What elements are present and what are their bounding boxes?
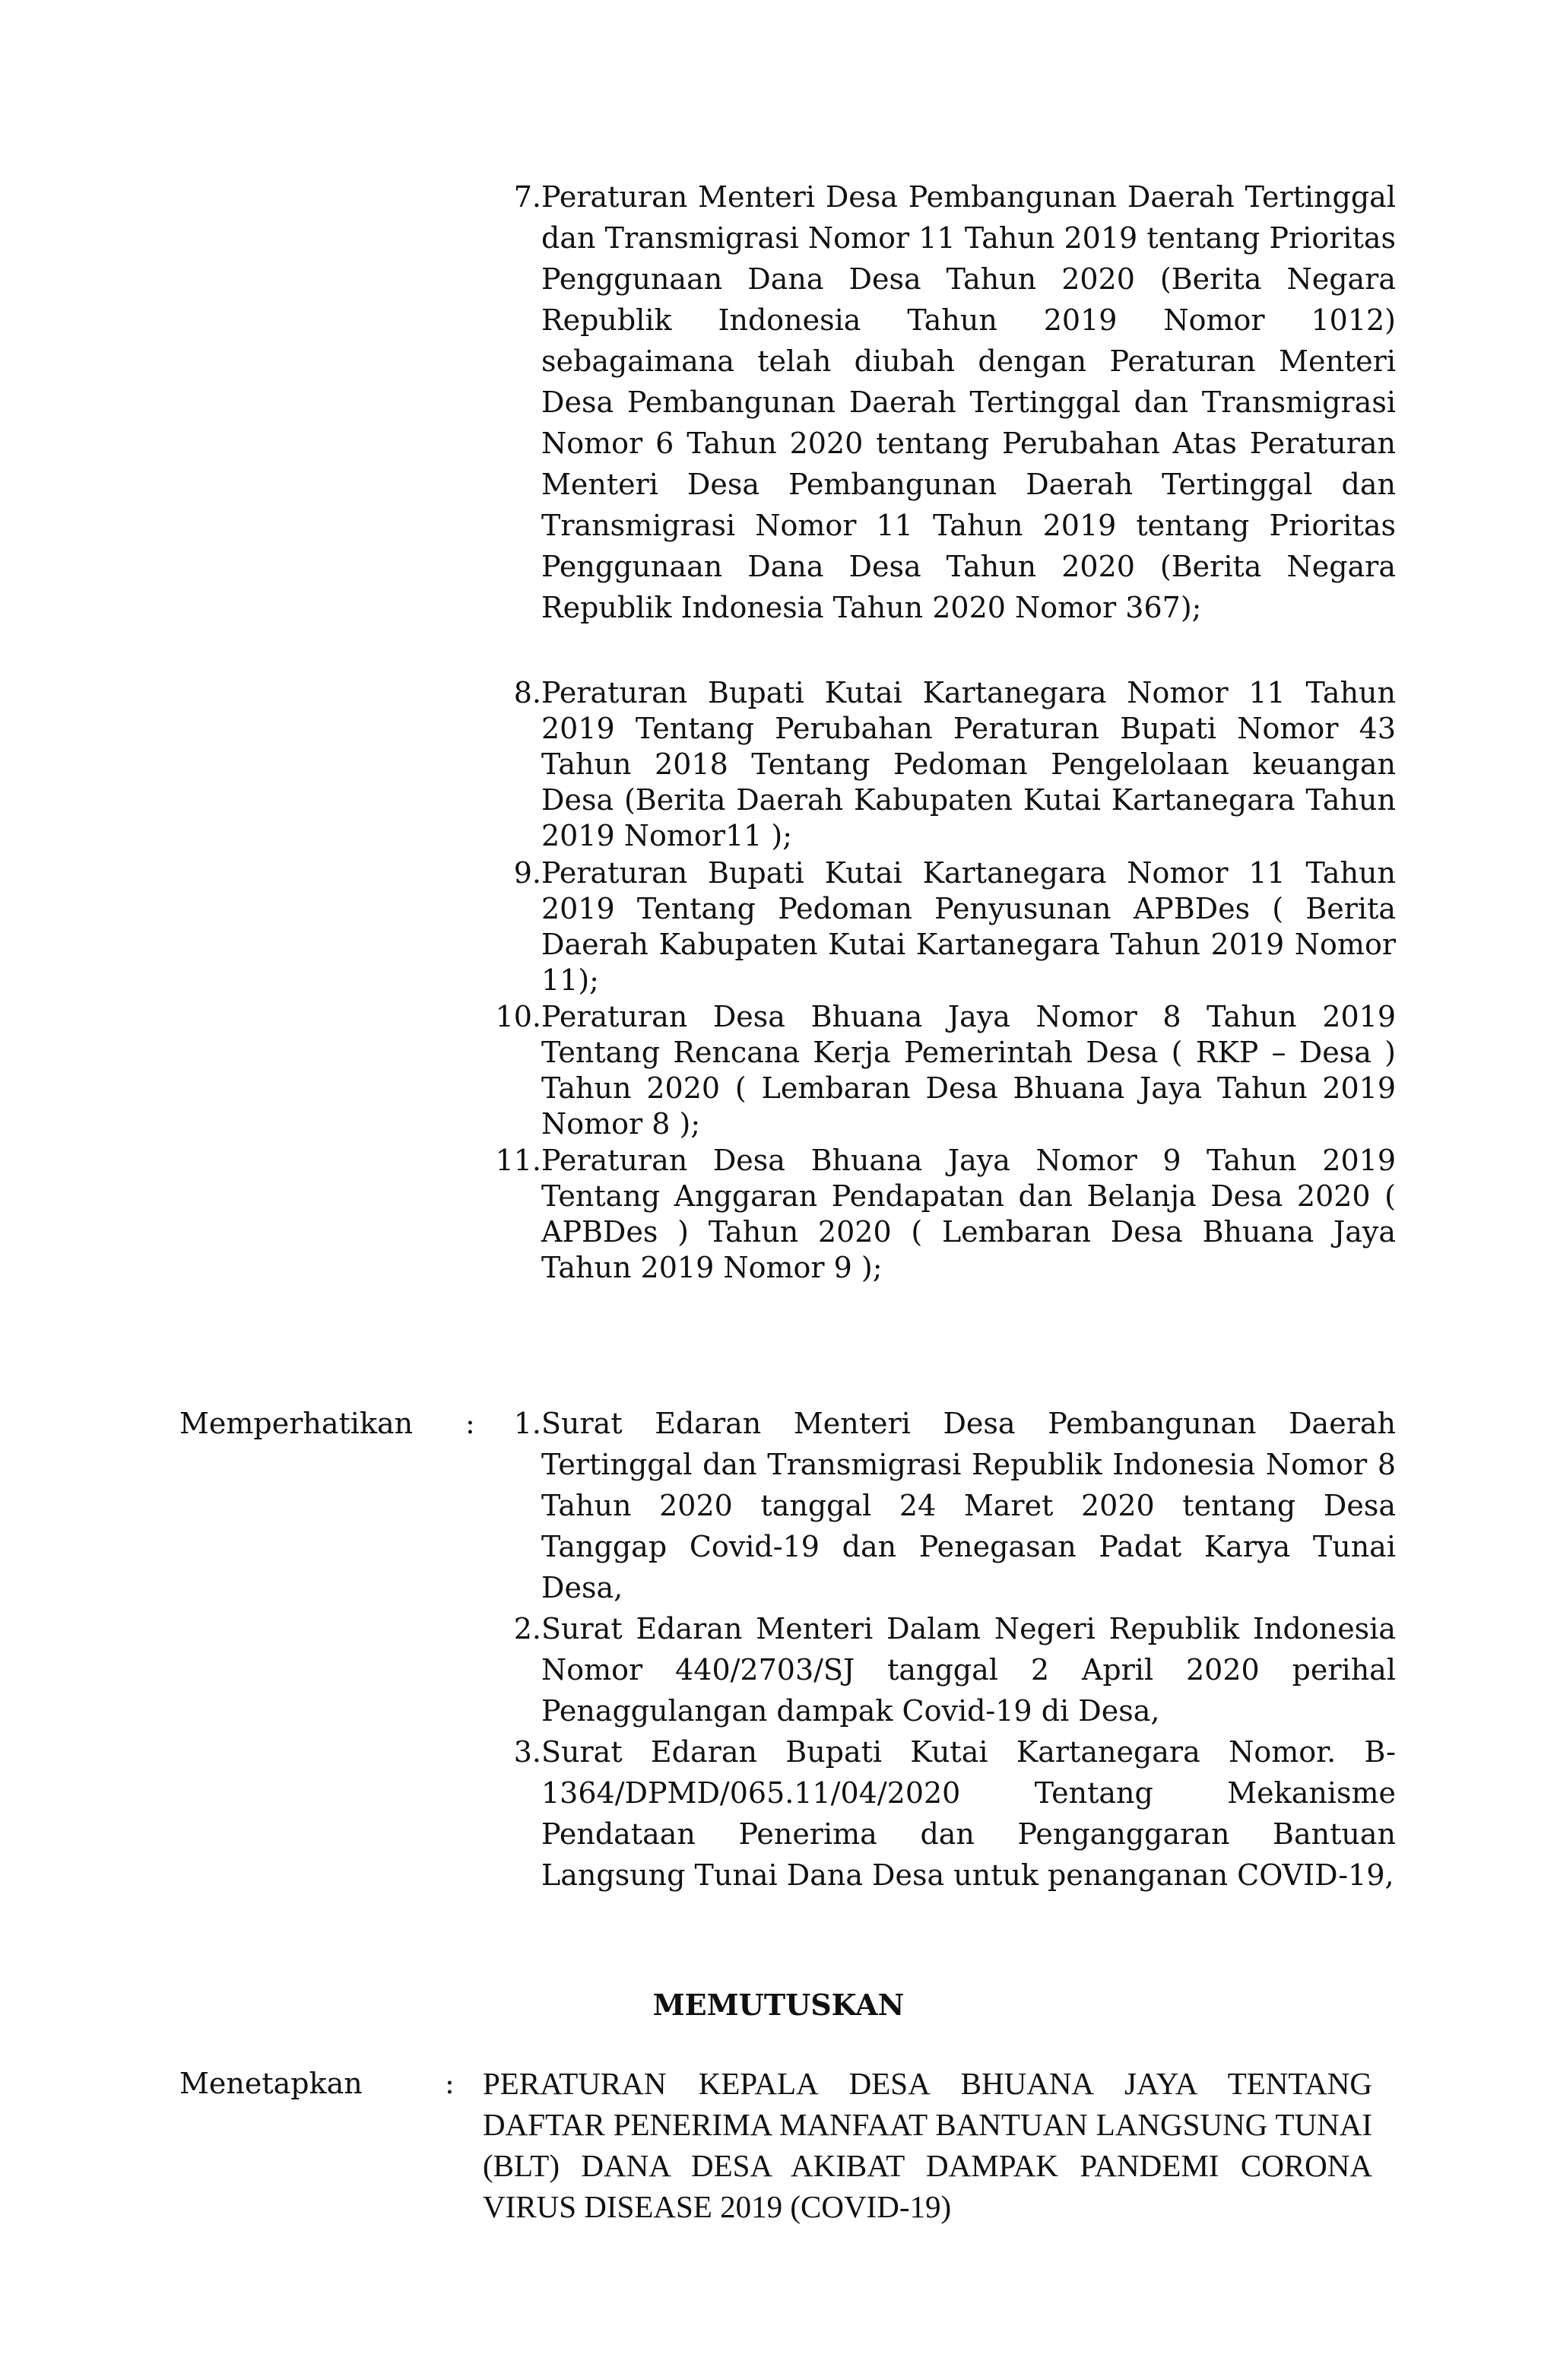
list-number: 7. [513, 180, 541, 214]
list-text: Peraturan Bupati Kutai Kartanegara Nomor 11 Tahun 2019 Tentang Pedoman Penyusunan APBDes ( Berita Daerah Kabupaten Kutai Kartanegara Tahun 2019 Nomor 11); [541, 856, 1396, 997]
memperhatikan-colon: : [465, 1407, 475, 1440]
list-text: Peraturan Menteri Desa Pembangunan Daerah Tertinggal dan Transmigrasi Nomor 11 Tahun 2019 tentang Prioritas Penggunaan Dana Desa Tahun 2020 (Berita Negara Republik Indonesia Tahun 2019 Nomor 1012) sebagaimana telah diubah dengan Peraturan Menteri Desa Pembangunan Daerah Tertinggal dan Transmigrasi Nomor 6 Tahun 2020 tentang Perubahan Atas Peraturan Menteri Desa Pembangunan Daerah Tertinggal dan Transmigrasi Nomor 11 Tahun 2019 tentang Prioritas Penggunaan Dana Desa Tahun 2020 (Berita Negara Republik Indonesia Tahun 2020 Nomor 367); [541, 180, 1396, 624]
menetapkan-colon: : [445, 2067, 455, 2100]
list-text: Surat Edaran Menteri Dalam Negeri Republik Indonesia Nomor 440/2703/SJ tanggal 2 April 2020 perihal Penaggulangan dampak Covid-19 di Desa, [541, 1612, 1396, 1728]
list-number: 1. [513, 1407, 541, 1440]
list-number: 8. [513, 676, 541, 709]
list-text: Surat Edaran Menteri Desa Pembangunan Daerah Tertinggal dan Transmigrasi Republik Indonesia Nomor 8 Tahun 2020 tanggal 24 Maret 2020 tentang Desa Tanggap Covid-19 dan Penegasan Padat Karya Tunai Desa, [541, 1407, 1396, 1604]
memperhatikan-label: Memperhatikan [179, 1407, 414, 1440]
list-number: 3. [513, 1735, 541, 1769]
list-number: 2. [513, 1612, 541, 1645]
menetapkan-text: PERATURAN KEPALA DESA BHUANA JAYA TENTANG DAFTAR PENERIMA MANFAAT BANTUAN LANGSUNG TUNAI (BLT) DANA DESA AKIBAT DAMPAK PANDEMI CORONA VIRUS DISEASE 2019 (COVID-19) [483, 2066, 1372, 2224]
list-number: 10. [495, 1000, 541, 1033]
menetapkan-label: Menetapkan [179, 2067, 363, 2100]
list-text: Peraturan Desa Bhuana Jaya Nomor 8 Tahun 2019 Tentang Rencana Kerja Pemerintah Desa ( RKP – Desa ) Tahun 2020 ( Lembaran Desa Bhuana Jaya Tahun 2019 Nomor 8 ); [541, 1000, 1396, 1141]
section-heading: MEMUTUSKAN [652, 1988, 905, 2022]
list-text: Peraturan Desa Bhuana Jaya Nomor 9 Tahun 2019 Tentang Anggaran Pendapatan dan Belanja Desa 2020 ( APBDes ) Tahun 2020 ( Lembaran Desa Bhuana Jaya Tahun 2019 Nomor 9 ); [541, 1144, 1396, 1284]
list-text: Peraturan Bupati Kutai Kartanegara Nomor 11 Tahun 2019 Tentang Perubahan Peraturan Bupati Nomor 43 Tahun 2018 Tentang Pedoman Pengelolaan keuangan Desa (Berita Daerah Kabupaten Kutai Kartanegara Tahun 2019 Nomor11 ); [541, 676, 1396, 852]
list-number: 9. [513, 856, 541, 890]
list-text: Surat Edaran Bupati Kutai Kartanegara Nomor. B-1364/DPMD/065.11/04/2020 Tentang Mekanisme Pendataan Penerima dan Penganggaran Bantuan Langsung Tunai Dana Desa untuk penanganan COVID-19, [541, 1735, 1396, 1892]
list-number: 11. [495, 1144, 541, 1177]
